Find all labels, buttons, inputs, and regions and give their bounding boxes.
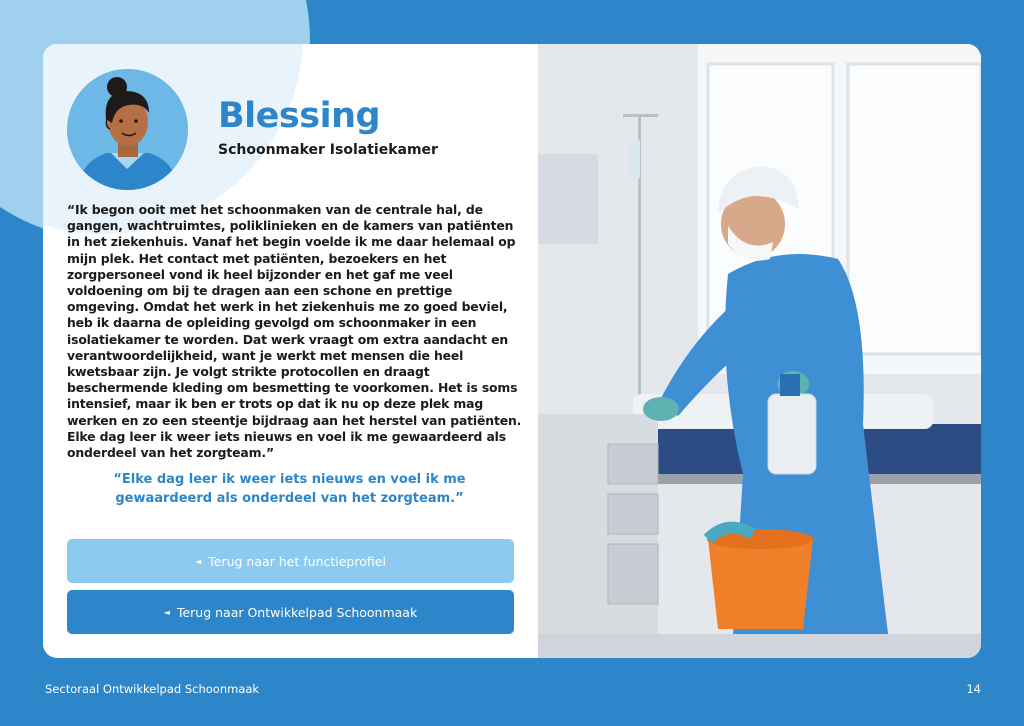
testimonial-text: “Ik begon ooit met het schoonmaken van de centrale hal, de gangen, wachtruimtes, poliklinieken en de kamers van patiënten in het ziekenhuis. Vanaf het begin voelde ik me daar helemaal op mijn plek. Het contact met patiënten, bezoekers en het zorgpersoneel vond ik heel bijzonder en het gaf me veel voldoening om bij te dragen aan een schone en prettige omgeving. Omdat het werk in het ziekenhuis me zo goed beviel, heb ik daarna de opleiding gevolgd om schoonmaker in een isolatiekamer te worden. Dat werk vraagt om extra aandacht en verantwoordelijkheid, want je werkt met mensen die heel kwetsbaar zijn. Je volgt strikte protocollen en draagt beschermende kleding om besmetting te voorkomen. Het is soms intensief, maar ik ben er trots op dat ik nu op deze plek mag werken en zo een steentje bijdraag aan het herstel van patiënten. Elke dag leer ik weer iets nieuws en voel ik me gewaardeerd als onderdeel van het zorgteam.” (67, 202, 522, 461)
back-to-development-path-label: Terug naar Ontwikkelpad Schoonmaak (176, 604, 418, 620)
back-to-development-path-button[interactable] (67, 590, 514, 634)
triangle-left-icon: ◄ (163, 607, 170, 617)
back-to-profile-button[interactable] (67, 539, 514, 583)
person-name: Blessing (218, 96, 381, 136)
back-to-profile-label: Terug naar het functieprofiel (208, 553, 386, 569)
triangle-left-icon: ◄ (195, 556, 202, 566)
page-number: 14 (966, 682, 981, 696)
profile-text-panel (43, 44, 538, 658)
pull-quote: “Elke dag leer ik weer iets nieuws en voel ik me gewaardeerd als onderdeel van het zorgteam.” (113, 472, 466, 506)
footer-document-title: Sectoraal Ontwikkelpad Schoonmaak (45, 682, 260, 696)
profile-card (43, 44, 981, 658)
cleaner-photo (538, 44, 981, 658)
person-avatar-icon (67, 69, 188, 190)
person-role: Schoonmaker Isolatiekamer (218, 142, 438, 158)
